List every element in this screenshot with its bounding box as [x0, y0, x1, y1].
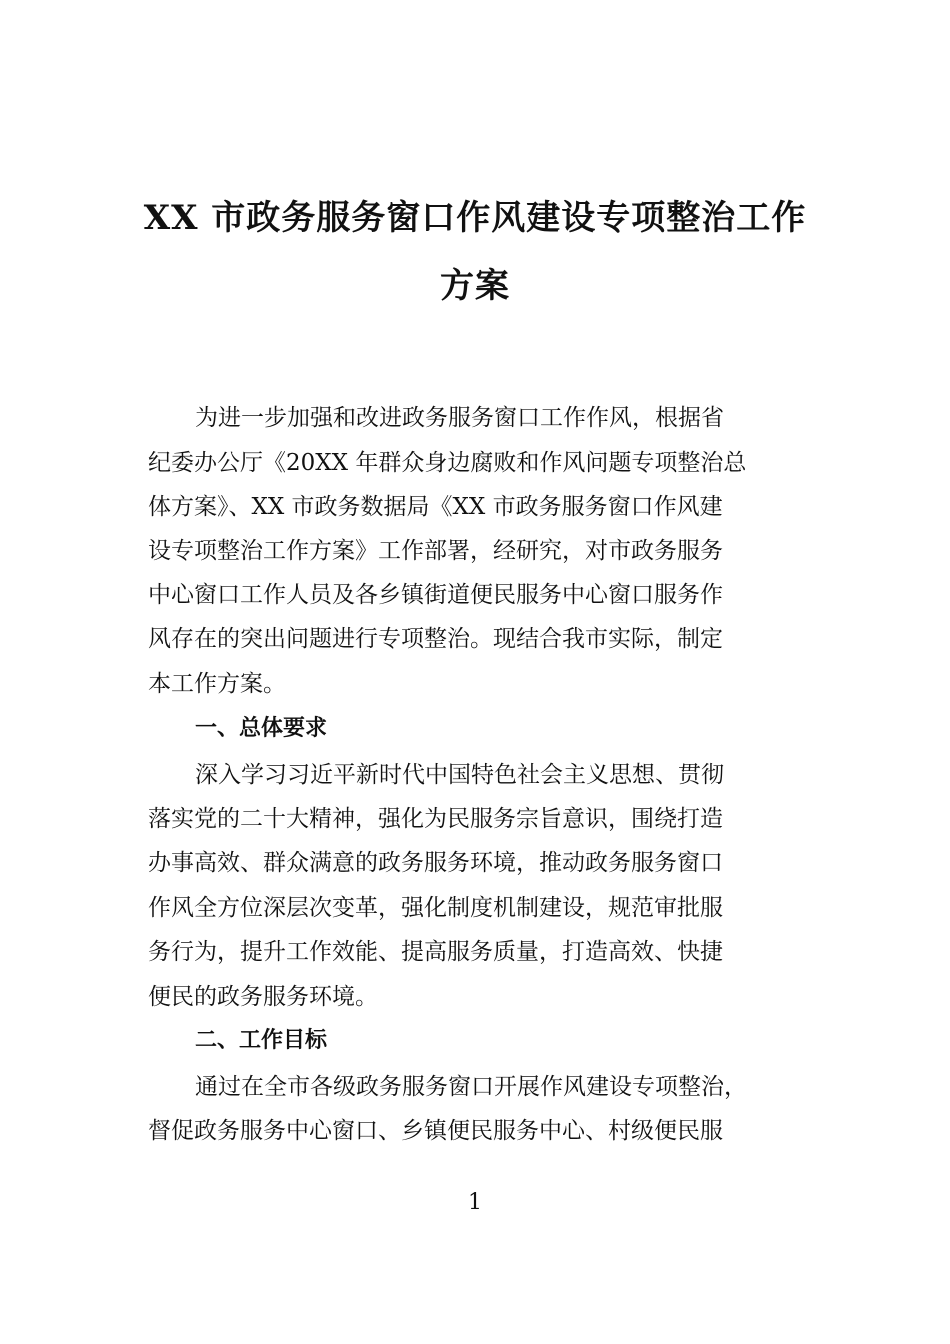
- intro-paragraph-line: 体方案》、XX 市政务数据局《XX 市政务服务窗口作风建: [148, 494, 723, 520]
- section1-paragraph-line: 务行为，提升工作效能、提高服务质量，打造高效、快捷: [148, 939, 723, 965]
- section2-paragraph-line: 督促政务服务中心窗口、乡镇便民服务中心、村级便民服: [148, 1118, 723, 1144]
- section1-paragraph-line: 落实党的二十大精神，强化为民服务宗旨意识，围绕打造: [148, 806, 723, 832]
- intro-paragraph-line: 中心窗口工作人员及各乡镇街道便民服务中心窗口服务作: [148, 582, 723, 608]
- document-title-line-1: XX 市政务服务窗口作风建设专项整治工作: [143, 198, 807, 238]
- section1-paragraph-line: 办事高效、群众满意的政务服务环境，推动政务服务窗口: [148, 850, 723, 876]
- page-number: 1: [468, 1190, 482, 1215]
- intro-paragraph-line: 为进一步加强和改进政务服务窗口工作作风，根据省: [195, 405, 724, 431]
- section1-paragraph-line: 深入学习习近平新时代中国特色社会主义思想、贯彻: [195, 762, 724, 788]
- intro-paragraph-line: 本工作方案。: [148, 671, 286, 697]
- document-title-line-2: 方案: [440, 266, 510, 306]
- section-heading-work-goals: 二、工作目标: [195, 1028, 328, 1053]
- section1-paragraph-line: 便民的政务服务环境。: [148, 984, 378, 1010]
- intro-paragraph-line: 纪委办公厅《20XX 年群众身边腐败和作风问题专项整治总: [148, 450, 747, 476]
- intro-paragraph-line: 风存在的突出问题进行专项整治。现结合我市实际，制定: [148, 626, 723, 652]
- intro-paragraph-line: 设专项整治工作方案》工作部署，经研究，对市政务服务: [148, 538, 723, 564]
- section-heading-overall-requirements: 一、总体要求: [195, 716, 328, 741]
- section2-paragraph-line: 通过在全市各级政务服务窗口开展作风建设专项整治，: [195, 1074, 747, 1100]
- section1-paragraph-line: 作风全方位深层次变革，强化制度机制建设，规范审批服: [148, 895, 723, 921]
